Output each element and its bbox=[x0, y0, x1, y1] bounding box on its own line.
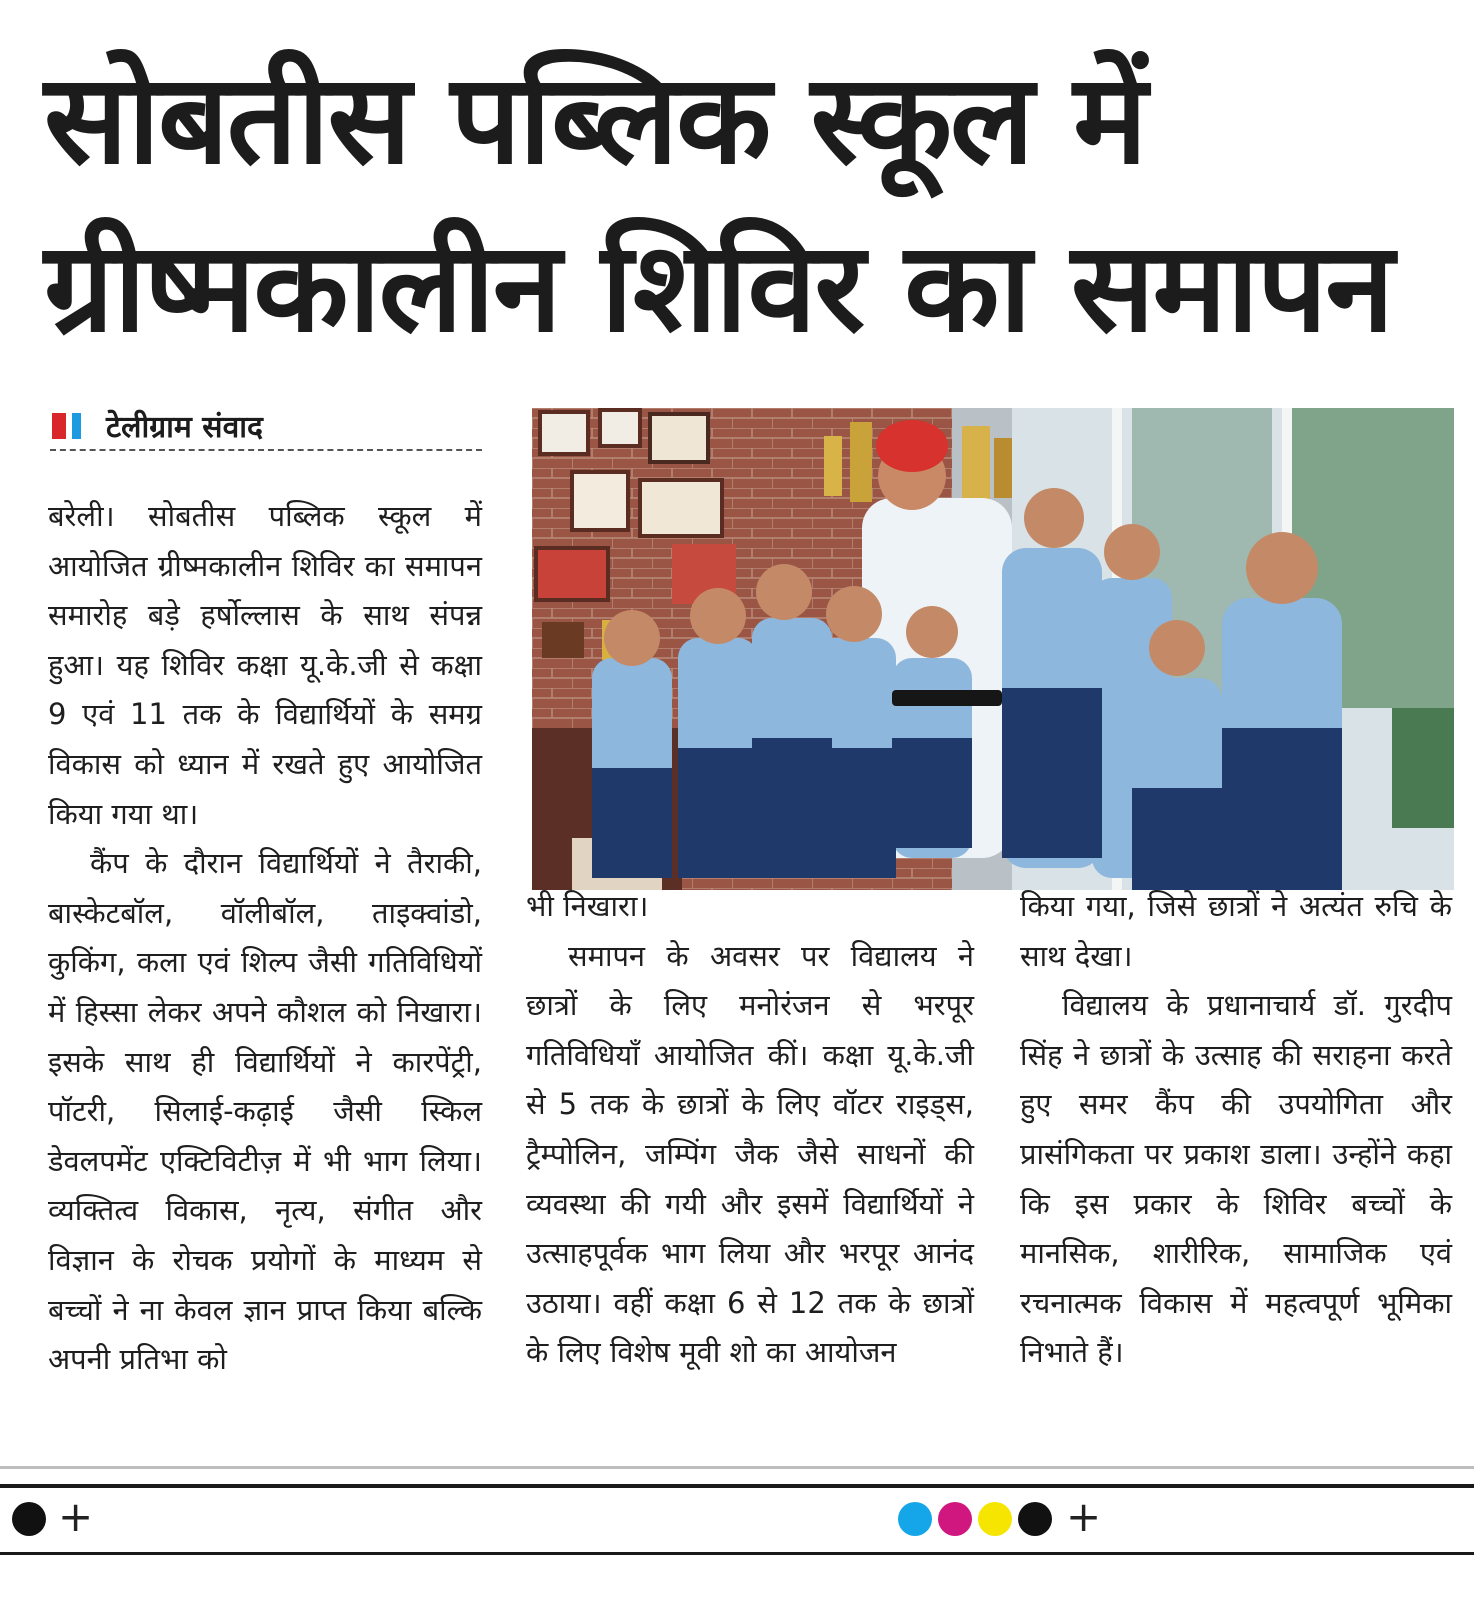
register-dot-black-right bbox=[1018, 1502, 1052, 1536]
byline-source: टेलीग्राम संवाद bbox=[106, 410, 263, 445]
article-paragraph: बरेली। सोबतीस पब्लिक स्कूल में आयोजित ग्रीष्मकालीन शिविर का समापन समारोह बड़े हर्षोल्लास के साथ संपन्न हुआ। यह शिविर कक्षा यू.के.जी से कक्षा 9 एवं 11 तक के विद्यार्थियों के समग्र विकास को ध्यान में रखते हुए आयोजित किया गया था। bbox=[48, 499, 482, 831]
footer-rule-bottom bbox=[0, 1552, 1474, 1555]
headline-line-2: ग्रीष्मकालीन शिविर का समापन bbox=[44, 216, 1393, 360]
article-paragraph: समापन के अवसर पर विद्यालय ने छात्रों के लिए मनोरंजन से भरपूर गतिविधियाँ आयोजित कीं। कक्षा यू.के.जी से 5 तक के छात्रों के लिए वॉटर राइड्स, ट्रैम्पोलिन, जम्पिंग जैक जैसे साधनों की व्यवस्था की गयी और इसमें विद्यार्थियों ने उत्साहपूर्वक भाग लिया और भरपूर आनंद उठाया। वहीं कक्षा 6 से 12 तक के छात्रों के लिए विशेष मूवी शो का आयोजन bbox=[526, 938, 974, 1370]
byline bbox=[50, 403, 482, 451]
byline-blue-marker bbox=[72, 413, 81, 439]
register-plus-right: + bbox=[1066, 1492, 1102, 1541]
register-dot-black bbox=[12, 1502, 46, 1536]
article-paragraph: विद्यालय के प्रधानाचार्य डॉ. गुरदीप सिंह ने छात्रों के उत्साह की सराहना करते हुए समर कैंप की उपयोगिता और प्रासंगिकता पर प्रकाश डाला। उन्होंने कहा कि इस प्रकार के शिविर बच्चों के मानसिक, शारीरिक, सामाजिक एवं रचनात्मक विकास में महत्वपूर्ण भूमिका निभाते हैं। bbox=[1020, 988, 1452, 1370]
article-paragraph: किया गया, जिसे छात्रों ने अत्यंत रुचि के साथ देखा। bbox=[1020, 889, 1452, 973]
headline bbox=[44, 36, 1444, 372]
register-plus-left: + bbox=[58, 1492, 94, 1541]
register-dot-yellow bbox=[978, 1502, 1012, 1536]
register-dot-magenta bbox=[938, 1502, 972, 1536]
article-column-2 bbox=[526, 882, 974, 1378]
register-dot-cyan bbox=[898, 1502, 932, 1536]
article-paragraph: भी निखारा। bbox=[526, 889, 649, 923]
footer-rule-dark bbox=[0, 1484, 1474, 1488]
article-paragraph: कैंप के दौरान विद्यार्थियों ने तैराकी, बास्केटबॉल, वॉलीबॉल, ताइक्वांडो, कुकिंग, कला एवं शिल्प जैसी गतिविधियों में हिस्सा लेकर अपने कौशल को निखारा। इसके साथ ही विद्यार्थियों ने कारपेंट्री, पॉटरी, सिलाई-कढ़ाई जैसी स्किल डेवलपमेंट एक्टिविटीज़ में भी भाग लिया। व्यक्तित्व विकास, नृत्य, संगीत और विज्ञान के रोचक प्रयोगों के माध्यम से बच्चों ने ना केवल ज्ञान प्राप्त किया बल्कि अपनी प्रतिभा को bbox=[48, 846, 482, 1377]
students-group-photo bbox=[532, 408, 1454, 890]
headline-line-1: सोबतीस पब्लिक स्कूल में bbox=[44, 48, 1146, 192]
article-column-1 bbox=[48, 492, 482, 1385]
news-photo bbox=[532, 408, 1454, 890]
article-column-3 bbox=[1020, 882, 1452, 1378]
byline-red-marker bbox=[52, 413, 66, 439]
footer-rule-light bbox=[0, 1466, 1474, 1469]
